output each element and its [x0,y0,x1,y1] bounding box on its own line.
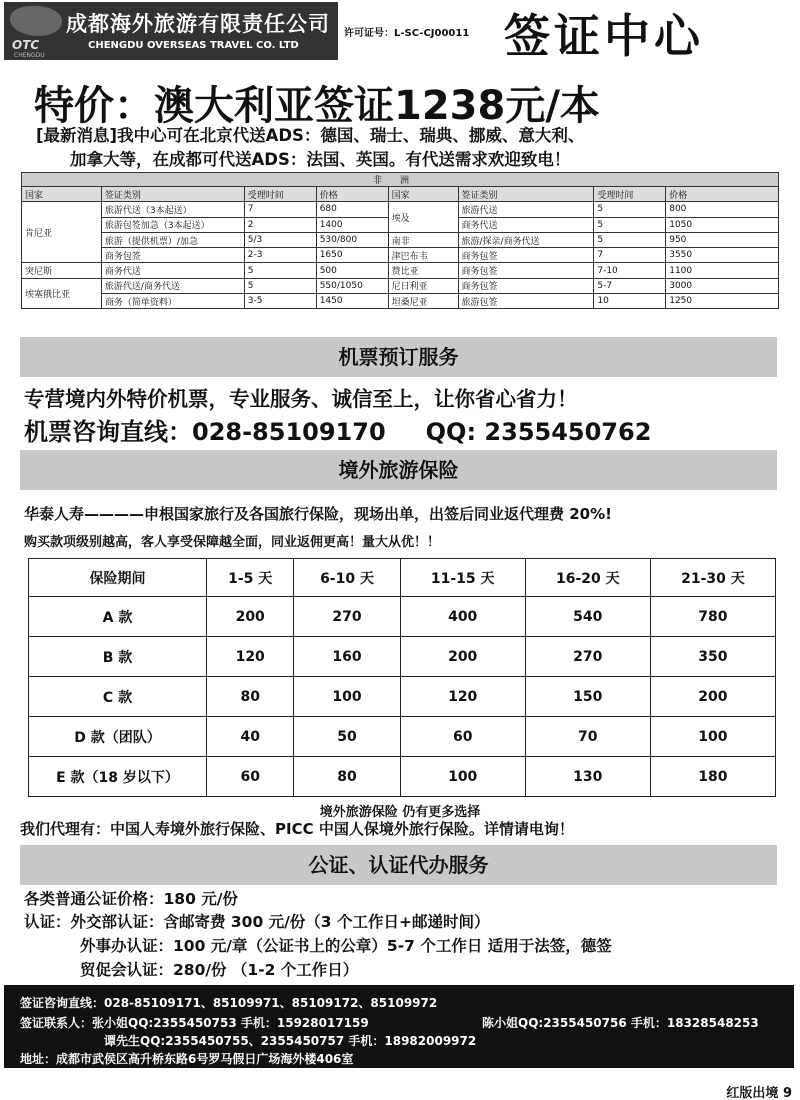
africa-country: 埃塞俄比亚 [22,278,102,309]
company-name-en: CHENGDU OVERSEAS TRAVEL CO. LTD [88,40,299,51]
africa-cell: 2 [244,217,316,232]
africa-row [22,278,779,293]
africa-cell: 680 [316,202,388,217]
insurance-price-cell: 160 [294,637,400,677]
insurance-header-row [29,559,776,597]
insurance-price-cell: 70 [525,717,650,757]
insurance-price-cell: 180 [650,757,775,797]
africa-cell: 商务包签 [101,248,244,263]
flight-qq: QQ: 2355450762 [425,418,652,446]
africa-row [22,294,779,309]
insurance-plan-name: B 款 [29,637,207,677]
flight-section-header: 机票预订服务 [20,337,777,377]
company-name-cn: 成都海外旅游有限责任公司 [66,11,330,36]
africa-title-row [22,173,779,187]
insurance-price-cell: 60 [207,757,294,797]
insurance-more-options: 境外旅游保险 仍有更多选择 [319,805,481,820]
insurance-price-table [28,558,776,797]
insurance-header-cell: 6-10 天 [294,559,400,597]
otc-logo-sub: CHENGDU [14,52,45,59]
africa-cell: 旅游代送（3本起送） [101,202,244,217]
insurance-row [29,597,776,637]
insurance-price-cell: 200 [400,637,525,677]
insurance-row [29,677,776,717]
footer-contact-2: 谭先生QQ:2355450755、2355450757 手机：18982009972 [104,1034,477,1048]
africa-country: 津巴布韦 [388,248,458,263]
notary-section-header: 公证、认证代办服务 [20,845,777,885]
africa-cell: 1250 [666,294,779,309]
insurance-price-cell: 130 [525,757,650,797]
africa-cell: 1650 [316,248,388,263]
africa-header-cell: 签证类别 [101,187,244,202]
flight-phone-line [24,412,651,447]
notary-line-4: 贸促会认证：280/份 （1-2 个工作日） [80,961,359,979]
insurance-plan-name: E 款（18 岁以下） [29,757,207,797]
africa-country: 坦桑尼亚 [388,294,458,309]
insurance-price-cell: 100 [400,757,525,797]
africa-cell: 1450 [316,294,388,309]
africa-cell: 10 [594,294,666,309]
insurance-price-cell: 540 [525,597,650,637]
africa-header-cell: 签证类别 [458,187,594,202]
otc-logo: OTC [12,38,40,52]
news-line-1: [最新消息]我中心可在北京代送ADS：德国、瑞士、瑞典、挪威、意大利、 [36,126,585,145]
africa-row [22,248,779,263]
africa-country: 尼日利亚 [388,278,458,293]
insurance-header-cell: 21-30 天 [650,559,775,597]
world-map-icon [10,6,62,36]
insurance-huatai-line: 华泰人寿————申根国家旅行及各国旅行保险，现场出单，出签后同业返代理费 20%! [24,505,612,523]
africa-cell: 商务包签 [458,263,594,278]
africa-country: 突尼斯 [22,263,102,278]
insurance-price-cell: 100 [294,677,400,717]
insurance-header-cell: 保险期间 [29,559,207,597]
africa-cell: 7 [594,248,666,263]
africa-cell: 7-10 [594,263,666,278]
africa-cell: 旅游包签 [458,294,594,309]
insurance-tier-note: 购买款项级别越高，客人享受保障越全面，同业返佣更高！量大从优！！ [24,535,441,550]
insurance-price-cell: 400 [400,597,525,637]
insurance-price-cell: 120 [400,677,525,717]
insurance-section-header: 境外旅游保险 [20,450,777,490]
insurance-price-cell: 780 [650,597,775,637]
africa-cell: 7 [244,202,316,217]
africa-header-cell: 价格 [666,187,779,202]
insurance-price-cell: 80 [207,677,294,717]
insurance-price-cell: 270 [525,637,650,677]
insurance-price-cell: 200 [650,677,775,717]
africa-header-cell: 价格 [316,187,388,202]
insurance-row [29,757,776,797]
promo-headline: 特价：澳大利亚签证1238元/本 [34,83,600,129]
contact-footer [4,985,794,1068]
africa-cell: 商务代送 [458,217,594,232]
africa-cell: 950 [666,232,779,247]
africa-cell: 商务代送 [101,263,244,278]
notary-line-3: 外事办认证：100 元/章（公证书上的公章）5-7 个工作日 适用于法签，德签 [80,937,612,955]
africa-cell: 5/3 [244,232,316,247]
africa-cell: 800 [666,202,779,217]
insurance-price-cell: 50 [294,717,400,757]
notary-line-2: 认证：外交部认证：含邮寄费 300 元/份（3 个工作日+邮递时间） [24,913,490,931]
flight-phone: 机票咨询直线：028-85109170 [24,418,386,446]
footer-contact-1b: 陈小姐QQ:2355450756 手机：18328548253 [482,1016,759,1030]
insurance-price-cell: 80 [294,757,400,797]
insurance-price-cell: 60 [400,717,525,757]
africa-cell: 商务包签 [458,248,594,263]
insurance-plan-name: A 款 [29,597,207,637]
insurance-price-cell: 100 [650,717,775,757]
insurance-row [29,717,776,757]
africa-cell: 3550 [666,248,779,263]
insurance-price-cell: 40 [207,717,294,757]
footer-address: 地址：成都市武侯区高升桥东路6号罗马假日广场海外楼406室 [20,1052,354,1066]
africa-cell: 旅游代送 [458,202,594,217]
africa-country: 南非 [388,232,458,247]
africa-header-cell: 受理时间 [594,187,666,202]
footer-contact-1: 签证联系人：张小姐QQ:2355450753 手机：15928017159 [20,1016,369,1030]
insurance-header-cell: 16-20 天 [525,559,650,597]
africa-cell: 550/1050 [316,278,388,293]
insurance-price-cell: 120 [207,637,294,677]
africa-cell: 5 [594,217,666,232]
insurance-header-cell: 1-5 天 [207,559,294,597]
africa-cell: 旅游/探亲/商务代送 [458,232,594,247]
license-number: 许可证号：L-SC-CJ00011 [344,28,470,39]
news-line-2: 加拿大等，在成都可代送ADS：法国、英国。有代送需求欢迎致电！ [70,150,571,169]
africa-header-row [22,187,779,202]
africa-header-cell: 国家 [22,187,102,202]
insurance-plan-name: C 款 [29,677,207,717]
flight-slogan: 专营境内外特价机票，专业服务、诚信至上，让你省心省力！ [24,387,578,411]
africa-cell: 3000 [666,278,779,293]
africa-cell: 2-3 [244,248,316,263]
visa-center-title: 签证中心 [504,9,704,63]
header [0,0,800,62]
africa-cell: 5-7 [594,278,666,293]
africa-cell: 3-5 [244,294,316,309]
africa-cell: 1400 [316,217,388,232]
notary-line-1: 各类普通公证价格：180 元/份 [24,890,238,908]
insurance-price-cell: 350 [650,637,775,677]
footer-hotline: 签证咨询直线：028-85109171、85109971、85109172、85109972 [20,996,438,1010]
africa-row [22,232,779,247]
africa-cell: 旅游包签加急（3本起送） [101,217,244,232]
africa-cell: 500 [316,263,388,278]
africa-country: 赞比亚 [388,263,458,278]
insurance-row [29,637,776,677]
insurance-agent-line: 我们代理有：中国人寿境外旅行保险、PICC 中国人保境外旅行保险。详情请电询！ [20,820,574,838]
africa-title: 非洲 [22,173,779,187]
africa-cell: 5 [244,263,316,278]
africa-cell: 旅游（提供机票）/加急 [101,232,244,247]
africa-country: 埃及 [388,202,458,233]
company-logo-banner [4,2,338,60]
africa-cell: 5 [594,202,666,217]
africa-cell: 商务（简单资料） [101,294,244,309]
africa-header-cell: 国家 [388,187,458,202]
insurance-price-cell: 200 [207,597,294,637]
africa-cell: 1100 [666,263,779,278]
africa-row [22,263,779,278]
africa-visa-table [21,172,779,309]
africa-cell: 5 [594,232,666,247]
insurance-plan-name: D 款（团队） [29,717,207,757]
africa-cell: 5 [244,278,316,293]
insurance-header-cell: 11-15 天 [400,559,525,597]
africa-cell: 530/800 [316,232,388,247]
africa-cell: 旅游代送/商务代送 [101,278,244,293]
africa-country: 肯尼亚 [22,202,102,263]
insurance-price-cell: 150 [525,677,650,717]
africa-header-cell: 受理时间 [244,187,316,202]
insurance-price-cell: 270 [294,597,400,637]
africa-cell: 1050 [666,217,779,232]
page-mark: 红版出境 9 [726,1086,792,1100]
africa-cell: 商务包签 [458,278,594,293]
africa-row [22,202,779,217]
